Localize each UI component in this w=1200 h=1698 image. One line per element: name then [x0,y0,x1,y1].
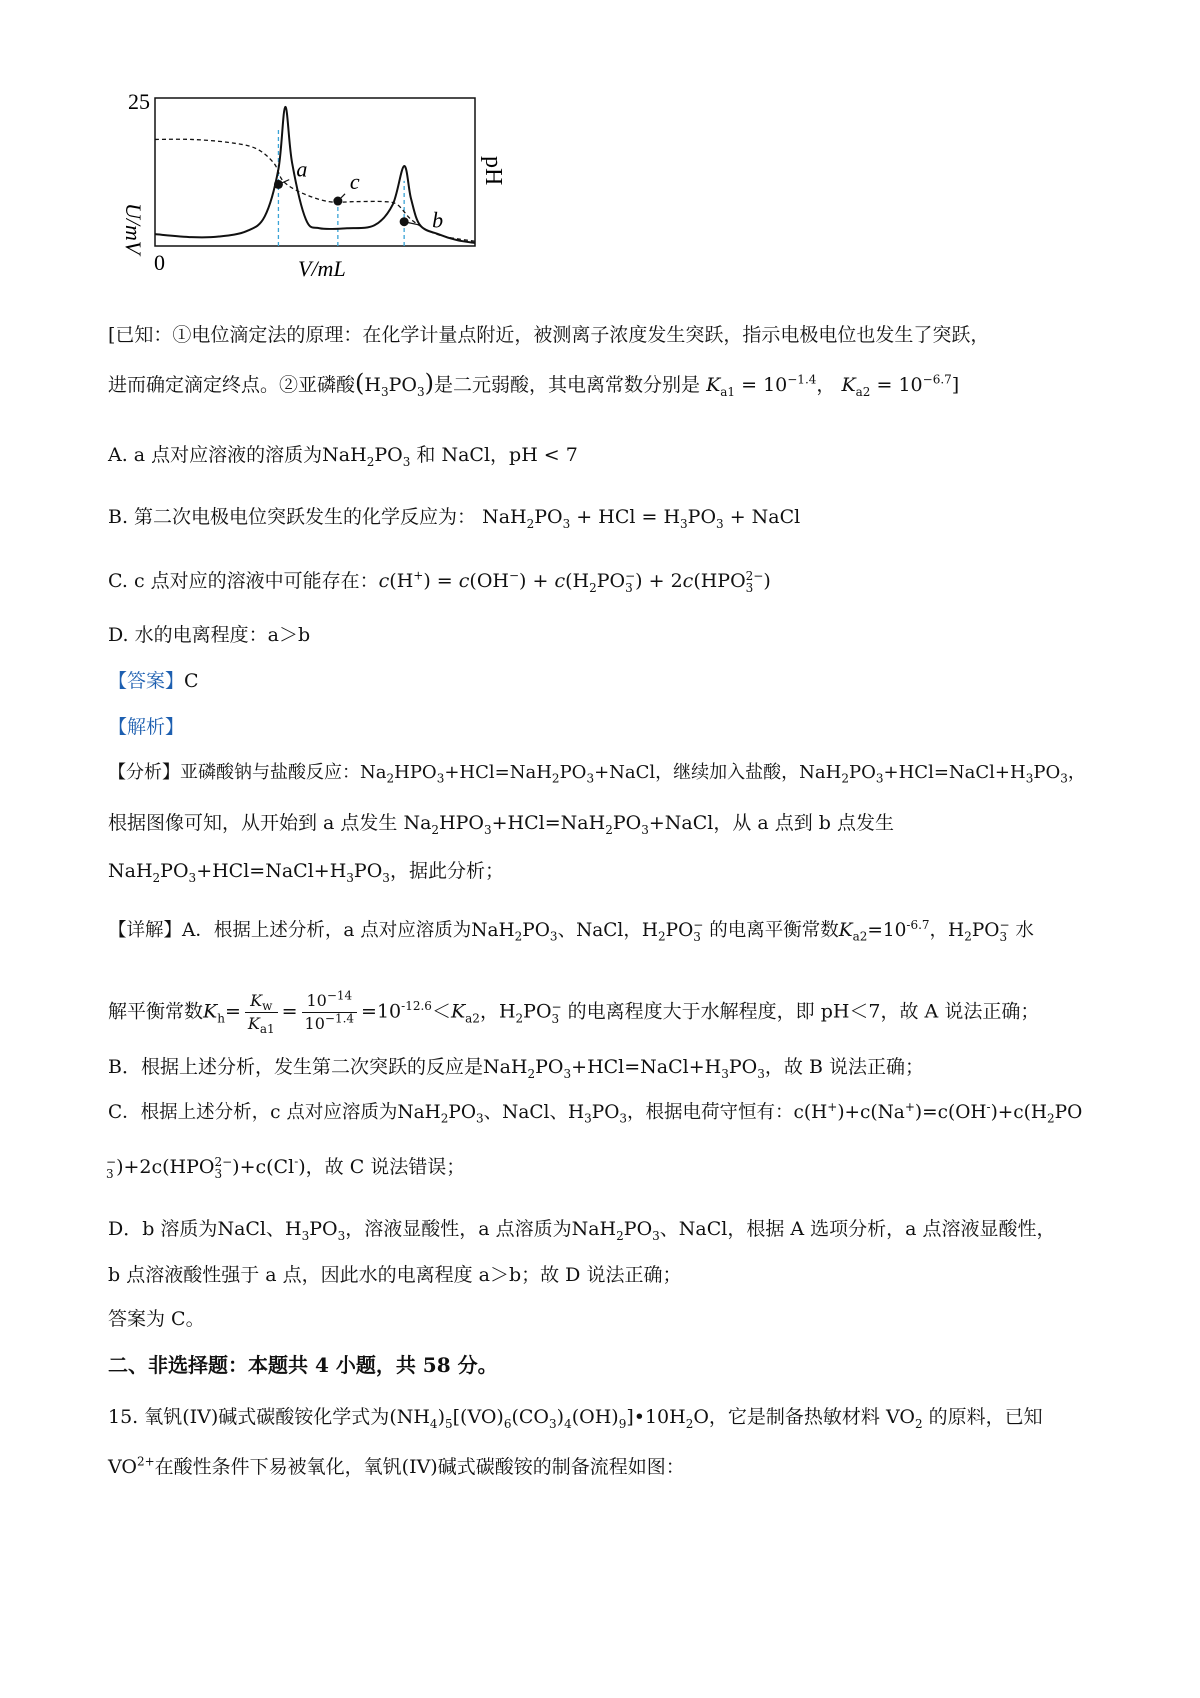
detail-b-end: ，故 B 说法正确； [764,1056,924,1078]
detail-d2: ，溶液显酸性，a 点溶质为 [345,1218,572,1240]
q15-line-2: $VO^{2+}$在酸性条件下易被氧化，氧钒(IV)碱式碳酸铵的制备流程如图： [108,1454,685,1478]
section-2-heading [108,1350,1108,1380]
detail-a5: 解平衡常数 [108,1000,204,1023]
option-d [108,620,1108,650]
known-line-1 [108,320,1108,350]
origin-label: 0 [154,250,165,275]
option-a-and: 和 [416,444,436,466]
x-axis-label: V/mL [298,256,346,281]
fenxi-t2: ，继续加入盐酸， [655,762,800,783]
detail-d-line-2 [108,1260,1108,1290]
known-open: [已知： [108,324,173,346]
option-a-ph: ，pH < 7 [490,444,578,466]
fenxi-label: 【分析】 [108,762,180,783]
q15-text-2: 在酸性条件下易被氧化，氧钒(IV)碱式碳酸铵的制备流程如图： [154,1456,685,1478]
q15-text-c: 的原料，已知 [928,1406,1043,1428]
ka1-exp: −1.4 [787,372,817,387]
option-d-text: D. 水的电离程度：a＞b [108,624,311,646]
fenxi-t5: ，据此分析； [389,860,504,882]
detail-c-line-2: − 3 )+2c(HPO 2− 3 )+c(Cl-)，故 C 说法错误； [106,1154,466,1181]
chart-svg [100,88,540,313]
detail-c3: ，故 C 说法错误； [305,1156,466,1178]
detail-a-line-1: 【详解】A．根据上述分析，a 点对应溶质为$NaH_2PO_3$、NaCl，$H_2PO$ − 3 的电离平衡常数$K_{a2}=10^{-6.7}$，$H_2PO$ − 3 水 [108,917,1034,944]
ka2-exp: −6.7 [922,372,952,387]
detail-label: 【详解】 [108,920,183,941]
point-label-b: b [432,207,444,233]
answer-line [108,666,1108,696]
y-right-axis-label: pH [480,156,506,186]
detail-a2: 、NaCl， [557,920,642,941]
detail-d1: D．b 溶质为 [108,1218,218,1240]
ka1-base: 10 [763,374,788,396]
paren-close: ) [424,369,434,397]
known-text-2b: 是二元弱酸，其电离常数分别是 [434,374,701,396]
final-answer [108,1304,1108,1334]
q15-text-a: 15. 氧钒(IV)碱式碳酸铵化学式为 [108,1406,390,1428]
answer-value: C [184,670,199,692]
ka2-base: 10 [898,374,923,396]
detail-d4: b 点溶液酸性强于 a 点，因此水的电离程度 a＞b；故 D 说法正确； [108,1264,682,1286]
paren-open: ( [355,369,365,397]
point-label-a: a [296,156,308,182]
option-a: A. a 点对应溶液的溶质为$NaH_2PO_3$ 和 NaCl，pH < 7 [108,444,578,469]
option-a-text: A. a 点对应溶液的溶质为 [108,444,323,466]
detail-b-text: B．根据上述分析，发生第二次突跃的反应是 [108,1056,483,1078]
fenxi-t1: 亚磷酸钠与盐酸反应： [180,762,360,783]
option-c: C. c 点对应的溶液中可能存在：$c(H^+) = c(OH^-) + c(H_2PO$ − 3 ) + 2c(HPO 2− 3 ) [108,568,771,595]
q15-line-1: 15. 氧钒(IV)碱式碳酸铵化学式为$(NH_4)_5[(VO)_6(CO_3)_4(OH)_9]•10H_2O$，它是制备热敏材料 $VO_2$ 的原料，已知 [108,1406,1043,1431]
known-line-2: 进而确定滴定终点。②亚磷酸$(H_3PO_3)$是二元弱酸，其电离常数分别是 $K_{a1} = 10^{-1.4}$， $K_{a2} = 10^{-6.7}$] [108,369,960,399]
fenxi-line-1: 【分析】亚磷酸钠与盐酸反应：$Na_2HPO_3+HCl=NaH_2PO_3+NaCl$，继续加入盐酸，$NaH_2PO_3+HCl=NaCl+H_3PO_3$， [108,762,1086,786]
detail-a1: A．根据上述分析，a 点对应溶质为 [182,920,472,941]
option-b-text: B. 第二次电极电位突跃发生的化学反应为： [108,506,477,528]
detail-a6: 的电离程度大于水解程度，即 pH＜7，故 A 说法正确； [567,1000,1040,1023]
answer-label: 【答案】 [108,670,185,692]
q15-text-b: ，它是制备热敏材料 [708,1406,880,1428]
plot-frame [155,98,475,246]
option-c-text: C. c 点对应的溶液中可能存在： [108,570,379,592]
option-b: B. 第二次电极电位突跃发生的化学反应为： $NaH_2PO_3$ + HCl = $H_3PO_3$ + NaCl [108,506,801,531]
known-text-2a: 进而确定滴定终点。②亚磷酸 [108,374,356,396]
ph-curve [155,139,475,241]
kh-fraction: $\frac{K_w}{K_{a1}}$ [245,990,278,1035]
titration-chart [100,88,540,313]
detail-a3: 的电离平衡常数 [709,920,839,941]
detail-d-line-1: D．b 溶质为NaCl、$H_3PO_3$，溶液显酸性，a 点溶质为$NaH_2PO_3$、NaCl，根据 A 选项分析，a 点溶液显酸性， [108,1218,1056,1243]
potential-curve [155,107,475,243]
detail-a-line-2: 解平衡常数$K_h=$ $\frac{K_w}{K_{a1}}$ = $\frac{10^{-14}}{10^{-1.4}}$ $=10^{-12.6}<K_{a2}$，$H_2PO$ − 3 的电离程度大于水解程度，即 pH＜7，故 A 说法正确； [108,988,1040,1037]
fenxi-t4: ，从 a 点到 b 点发生 [713,812,894,834]
detail-c2: ，根据电荷守恒有： [627,1102,794,1123]
known-text-1: ①电位滴定法的原理：在化学计量点附近，被测离子浓度发生突跃，指示电极电位也发生了突跃， [172,324,990,346]
fenxi-line-3: $NaH_2PO_3+HCl=NaCl+H_3PO_3$，据此分析； [108,860,504,885]
fenxi-t3: 根据图像可知，从开始到 a 点发生 [108,812,398,834]
detail-c1: C．根据上述分析，c 点对应溶质为 [108,1102,398,1123]
analysis-label: 【解析】 [108,716,185,738]
kh-value-fraction: $\frac{10^{-14}}{10^{-1.4}}$ [302,990,358,1035]
fenxi-line-2: 根据图像可知，从开始到 a 点发生 $Na_2HPO_3+HCl=NaH_2PO_3+NaCl$，从 a 点到 b 点发生 [108,812,894,837]
section-2-text: 二、非选择题：本题共 4 小题，共 58 分。 [108,1353,498,1377]
detail-d3: 、NaCl，根据 A 选项分析，a 点溶液显酸性， [659,1218,1056,1240]
y-left-axis-label: U/mV [121,203,146,255]
analysis-heading [108,712,1108,742]
known-close: ] [951,374,960,396]
known-comma: ， [816,374,836,396]
detail-a4: 水 [1015,920,1034,941]
final-answer-text: 答案为 C。 [108,1308,205,1330]
detail-b: B．根据上述分析，发生第二次突跃的反应是$NaH_2PO_3+HCl=NaCl+H_3PO_3$，故 B 说法正确； [108,1056,924,1081]
point-label-c: c [349,169,360,195]
y-max-tick: 25 [128,89,150,114]
detail-c-line-1: C．根据上述分析，c 点对应溶质为$NaH_2PO_3$、NaCl、$H_3PO_3$，根据电荷守恒有：$c(H^+)+c(Na^+)=c(OH^-)+c(H_2PO$ [108,1099,1083,1126]
